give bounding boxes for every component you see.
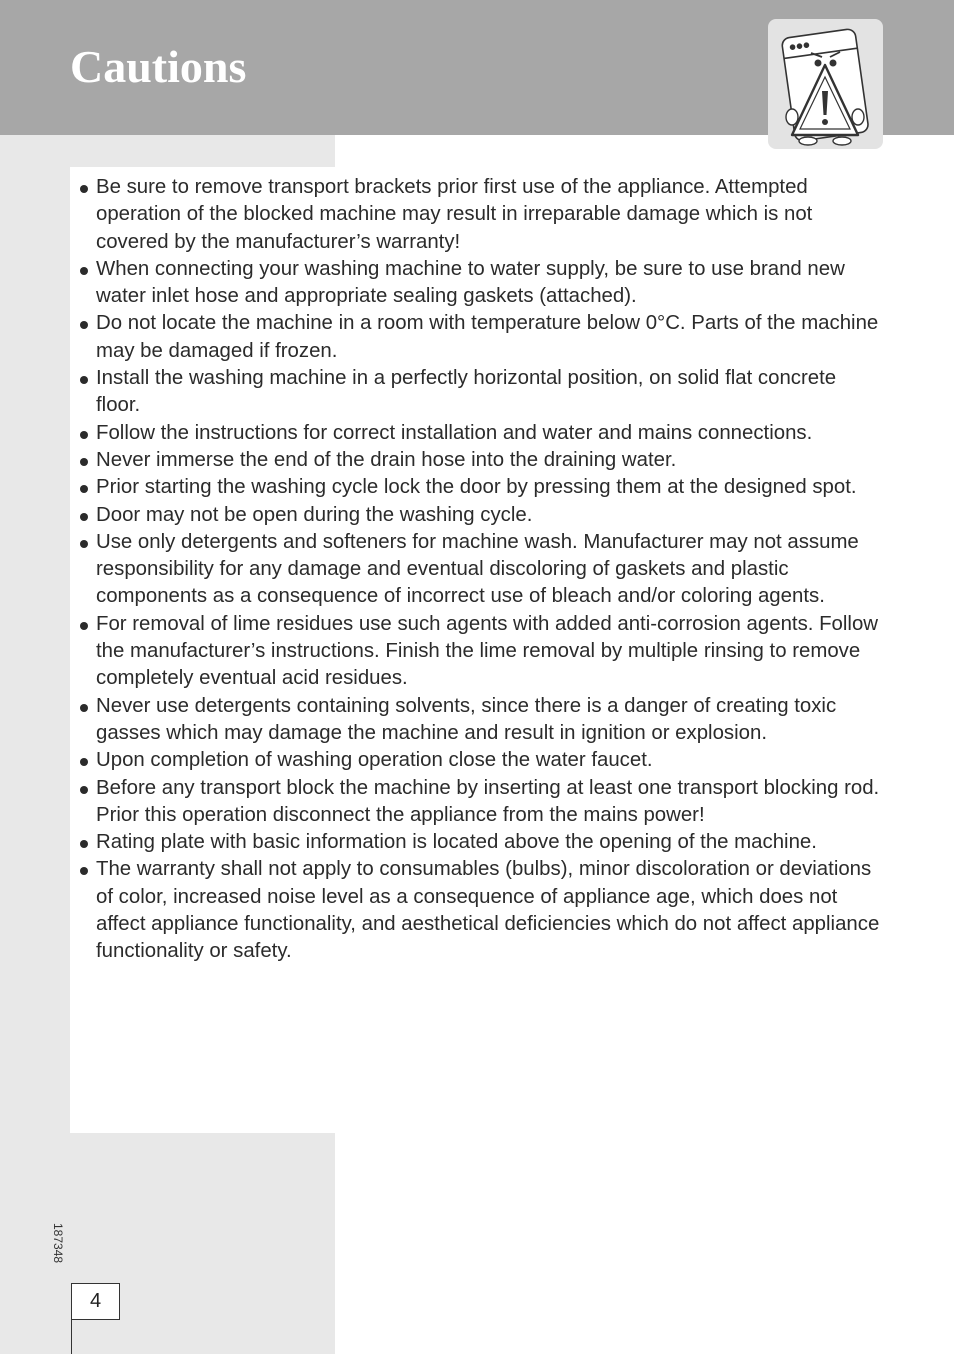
warning-mascot-icon (768, 19, 883, 149)
caution-item: Be sure to remove transport brackets prior first use of the appliance. Attempted operation of the blocked machine may result in irreparable damage which is not covered by the manufacturer’s warranty! (78, 174, 880, 256)
caution-item: Prior starting the washing cycle lock the door by pressing them at the designed spot. (78, 474, 880, 501)
cautions-content (70, 167, 880, 1133)
caution-item: The warranty shall not apply to consumables (bulbs), minor discoloration or deviations of color, increased noise level as a consequence of appliance age, which does not affect appliance functionality, and aesthetical deficiencies which do not affect appliance functionality or safety. (78, 856, 880, 965)
page-number-divider (71, 1319, 72, 1354)
caution-item: Before any transport block the machine by inserting at least one transport blocking rod. Prior this operation disconnect the appliance from the mains power! (78, 775, 880, 830)
caution-item: When connecting your washing machine to water supply, be sure to use brand new water inlet hose and appropriate sealing gaskets (attached). (78, 256, 880, 311)
page-title: Cautions (70, 41, 247, 92)
caution-item: Install the washing machine in a perfectly horizontal position, on solid flat concrete floor. (78, 365, 880, 420)
caution-item: Upon completion of washing operation close the water faucet. (78, 747, 880, 774)
caution-item: Never use detergents containing solvents, since there is a danger of creating toxic gasses which may damage the machine and result in ignition or explosion. (78, 693, 880, 748)
caution-item: Follow the instructions for correct installation and water and mains connections. (78, 420, 880, 447)
caution-item: Door may not be open during the washing cycle. (78, 502, 880, 529)
caution-item: For removal of lime residues use such agents with added anti-corrosion agents. Follow the manufacturer’s instructions. Finish the lime removal by multiple rinsing to remove completely eventual acid residues. (78, 611, 880, 693)
page-number: 4 (71, 1283, 120, 1320)
caution-item: Do not locate the machine in a room with temperature below 0°C. Parts of the machine may be damaged if frozen. (78, 310, 880, 365)
caution-item: Rating plate with basic information is located above the opening of the machine. (78, 829, 880, 856)
cautions-list (78, 174, 880, 966)
caution-item: Never immerse the end of the drain hose into the draining water. (78, 447, 880, 474)
document-code: 187348 (51, 1223, 65, 1264)
caution-item: Use only detergents and softeners for machine wash. Manufacturer may not assume responsibility for any damage and eventual discoloring of gaskets and plastic components as a consequence of incorrect use of bleach and/or coloring agents. (78, 529, 880, 611)
